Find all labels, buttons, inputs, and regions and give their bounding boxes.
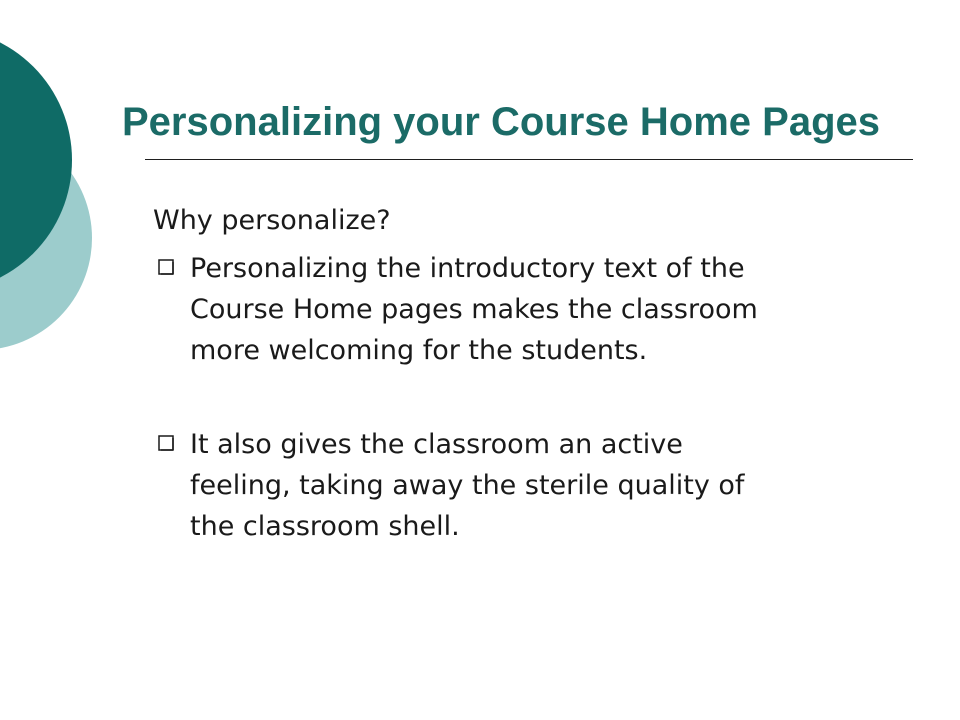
bullet-line: the classroom shell.: [190, 511, 460, 542]
bullet-text: [190, 248, 900, 371]
bullet-line: It also gives the classroom an active: [190, 429, 683, 460]
hollow-square-bullet-icon: [156, 433, 178, 455]
decorative-circles: [0, 0, 120, 420]
hollow-square-bullet-icon: [156, 257, 178, 279]
slide-title: Personalizing your Course Home Pages: [122, 100, 880, 144]
bullet-line: Course Home pages makes the classroom: [190, 294, 758, 325]
title-divider: [145, 159, 913, 160]
bullet-text: [190, 424, 900, 547]
subheading: Why personalize?: [153, 205, 391, 236]
bullet-line: more welcoming for the students.: [190, 335, 648, 366]
bullet-line: Personalizing the introductory text of the: [190, 253, 745, 284]
bullet-line: feeling, taking away the sterile quality of: [190, 470, 745, 501]
